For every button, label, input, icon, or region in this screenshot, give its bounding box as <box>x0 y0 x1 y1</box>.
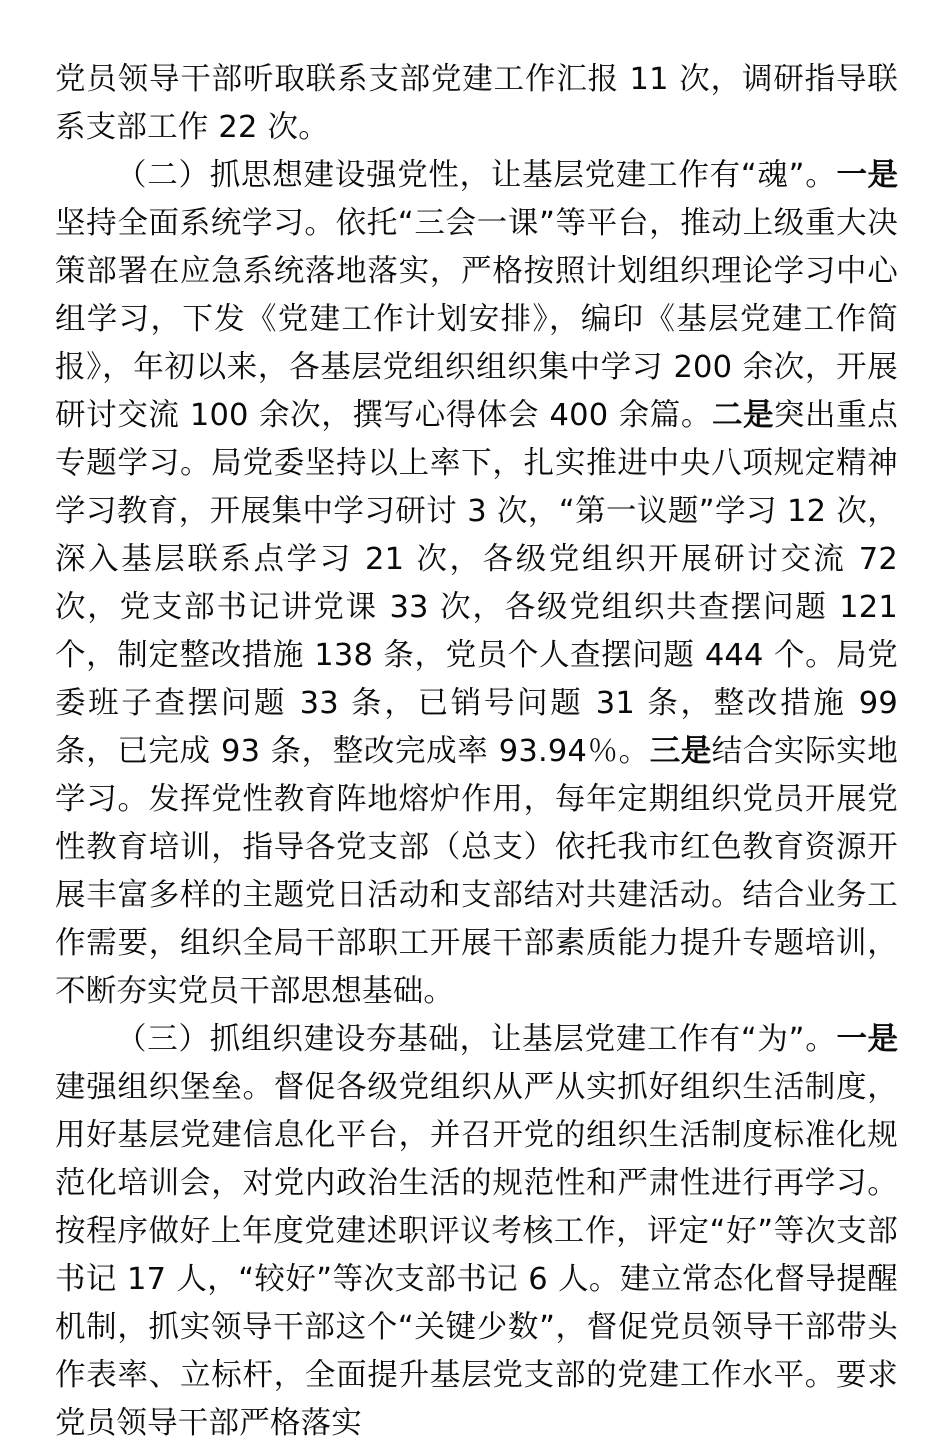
document-body <box>55 56 898 1448</box>
text-run-third: 结合实际实地学习。发挥党性教育阵地熔炉作用，每年定期组织党员开展党性教育培训，指导各党支部（总支）依托我市红色教育资源开展丰富多样的主题党日活动和支部结对共建活动。结合业务工作需要，组织全局干部职工开展干部素质能力提升专题培训，不断夯实党员干部思想基础。 <box>55 734 899 1009</box>
paragraph-section-three <box>55 1016 898 1448</box>
text-run-heading: （三）抓组织建设夯基础，让基层党建工作有“为”。 <box>116 1022 837 1057</box>
text-run-heading: （二）抓思想建设强党性，让基层党建工作有“魂”。 <box>116 158 837 193</box>
text-run-second: 突出重点专题学习。局党委坚持以上率下，扎实推进中央八项规定精神学习教育，开展集中学习研讨 3 次，“第一议题”学习 12 次，深入基层联系点学习 21 次，各级党组织开展研讨交流 72 次，党支部书记讲党课 33 次，各级党组织共查摆问题 121 个，制定整改措施 138 条，党员个人查摆问题 444 个。局党委班子查摆问题 33 条，已销号问题 31 条，整改措施 99 条，已完成 93 条，整改完成率 93.94％。 <box>55 398 898 769</box>
text-run-first: 建强组织堡垒。督促各级党组织从严从实抓好组织生活制度，用好基层党建信息化平台，并召开党的组织生活制度标准化规范化培训会，对党内政治生活的规范性和严肃性进行再学习。按程序做好上年度党建述职评议考核工作，评定“好”等次支部书记 17 人，“较好”等次支部书记 6 人。建立常态化督导提醒机制，抓实领导干部这个“关键少数”，督促党员领导干部带头作表率、立标杆，全面提升基层党支部的党建工作水平。要求党员领导干部严格落实 <box>55 1070 898 1441</box>
emphasis-marker-second: 二是 <box>712 398 774 433</box>
text-run: 党员领导干部听取联系支部党建工作汇报 11 次，调研指导联系支部工作 22 次。 <box>55 62 898 145</box>
emphasis-marker-first: 一是 <box>836 158 898 193</box>
paragraph-continued <box>55 56 898 152</box>
emphasis-marker-third: 三是 <box>649 734 712 769</box>
paragraph-section-two <box>55 152 898 1016</box>
text-run-first: 坚持全面系统学习。依托“三会一课”等平台，推动上级重大决策部署在应急系统落地落实，严格按照计划组织理论学习中心组学习，下发《党建工作计划安排》，编印《基层党建工作简报》，年初以来，各基层党组织组织集中学习 200 余次，开展研讨交流 100 余次，撰写心得体会 400 余篇。 <box>55 206 898 433</box>
emphasis-marker-first: 一是 <box>836 1022 898 1057</box>
